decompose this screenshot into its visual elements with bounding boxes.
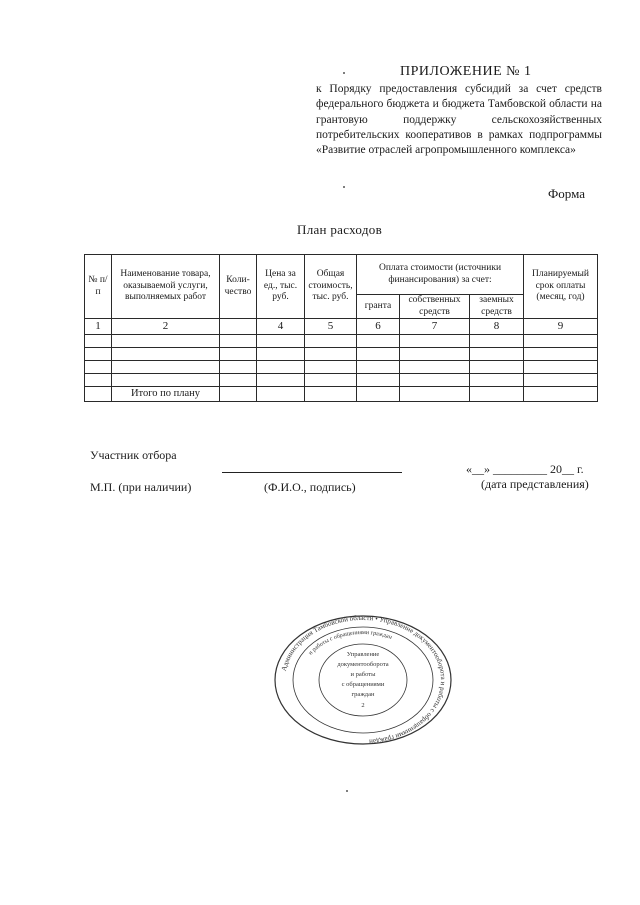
header-loan-funds: заемных средств [470, 295, 524, 319]
column-number: 6 [357, 319, 400, 335]
header-item-name: Наименование товара, оказываемой услуги, выполняемых работ [112, 255, 220, 319]
header-num: № п/п [85, 255, 112, 319]
total-row [85, 387, 598, 402]
table-row [85, 374, 598, 387]
scan-speck [343, 72, 345, 74]
stamp-place-label: М.П. (при наличии) [90, 480, 192, 494]
appendix-description: к Порядку предоставления субсидий за счет средств федерального бюджета и бюджета Тамбовской области на грантовую поддержку сельскохозяйственных потребительских кооперативов в рамках подпрограммы «Развитие отраслей агропромышленного комплекса» [316, 83, 602, 157]
scan-speck [346, 790, 348, 792]
seal-center-line: и работы [350, 671, 376, 678]
expense-plan-table [84, 254, 598, 402]
column-number: 2 [112, 319, 220, 335]
column-number: 8 [470, 319, 524, 335]
column-number: 1 [85, 319, 112, 335]
column-number: 9 [524, 319, 598, 335]
header-payment-sources: Оплата стоимости (источники финансирования) за счет: [357, 255, 524, 295]
header-own-funds: собственных средств [400, 295, 470, 319]
column-number-row [85, 319, 598, 335]
column-number [220, 319, 257, 335]
seal-outer-text: Администрация Тамбовской области • Управление документооборота и работы с обращениями граждан [279, 614, 448, 746]
appendix-title: ПРИЛОЖЕНИЕ № 1 [400, 64, 532, 79]
seal-center-line: документооборота [337, 661, 389, 668]
column-number: 5 [305, 319, 357, 335]
column-number: 7 [400, 319, 470, 335]
date-label: (дата представления) [481, 477, 589, 491]
seal-center-line: с обращениями [341, 681, 385, 688]
date-field: «__» _________ 20__ г. [466, 462, 584, 476]
scan-speck [343, 186, 345, 188]
header-quantity: Коли-чество [220, 255, 257, 319]
total-label: Итого по плану [112, 387, 220, 402]
signature-line [222, 472, 402, 473]
seal-inner-text: и работы с обращениями граждан [307, 629, 393, 657]
participant-label: Участник отбора [90, 448, 177, 462]
seal-center-line: граждан [351, 691, 375, 698]
plan-title: План расходов [297, 222, 383, 237]
header-planned-term: Планируемый срок оплаты (месяц, год) [524, 255, 598, 319]
table-row [85, 361, 598, 374]
seal-middle-ring [293, 627, 433, 733]
official-seal [273, 614, 453, 746]
header-total-cost: Общая стоимость, тыс. руб. [305, 255, 357, 319]
fio-signature-label: (Ф.И.О., подпись) [264, 480, 356, 494]
header-unit-price: Цена за ед., тыс. руб. [257, 255, 305, 319]
column-number: 4 [257, 319, 305, 335]
table-row [85, 348, 598, 361]
header-grant: гранта [357, 295, 400, 319]
table-row [85, 335, 598, 348]
seal-center-number: 2 [361, 702, 365, 709]
seal-center-line: Управление [346, 651, 380, 658]
form-label: Форма [548, 186, 585, 201]
